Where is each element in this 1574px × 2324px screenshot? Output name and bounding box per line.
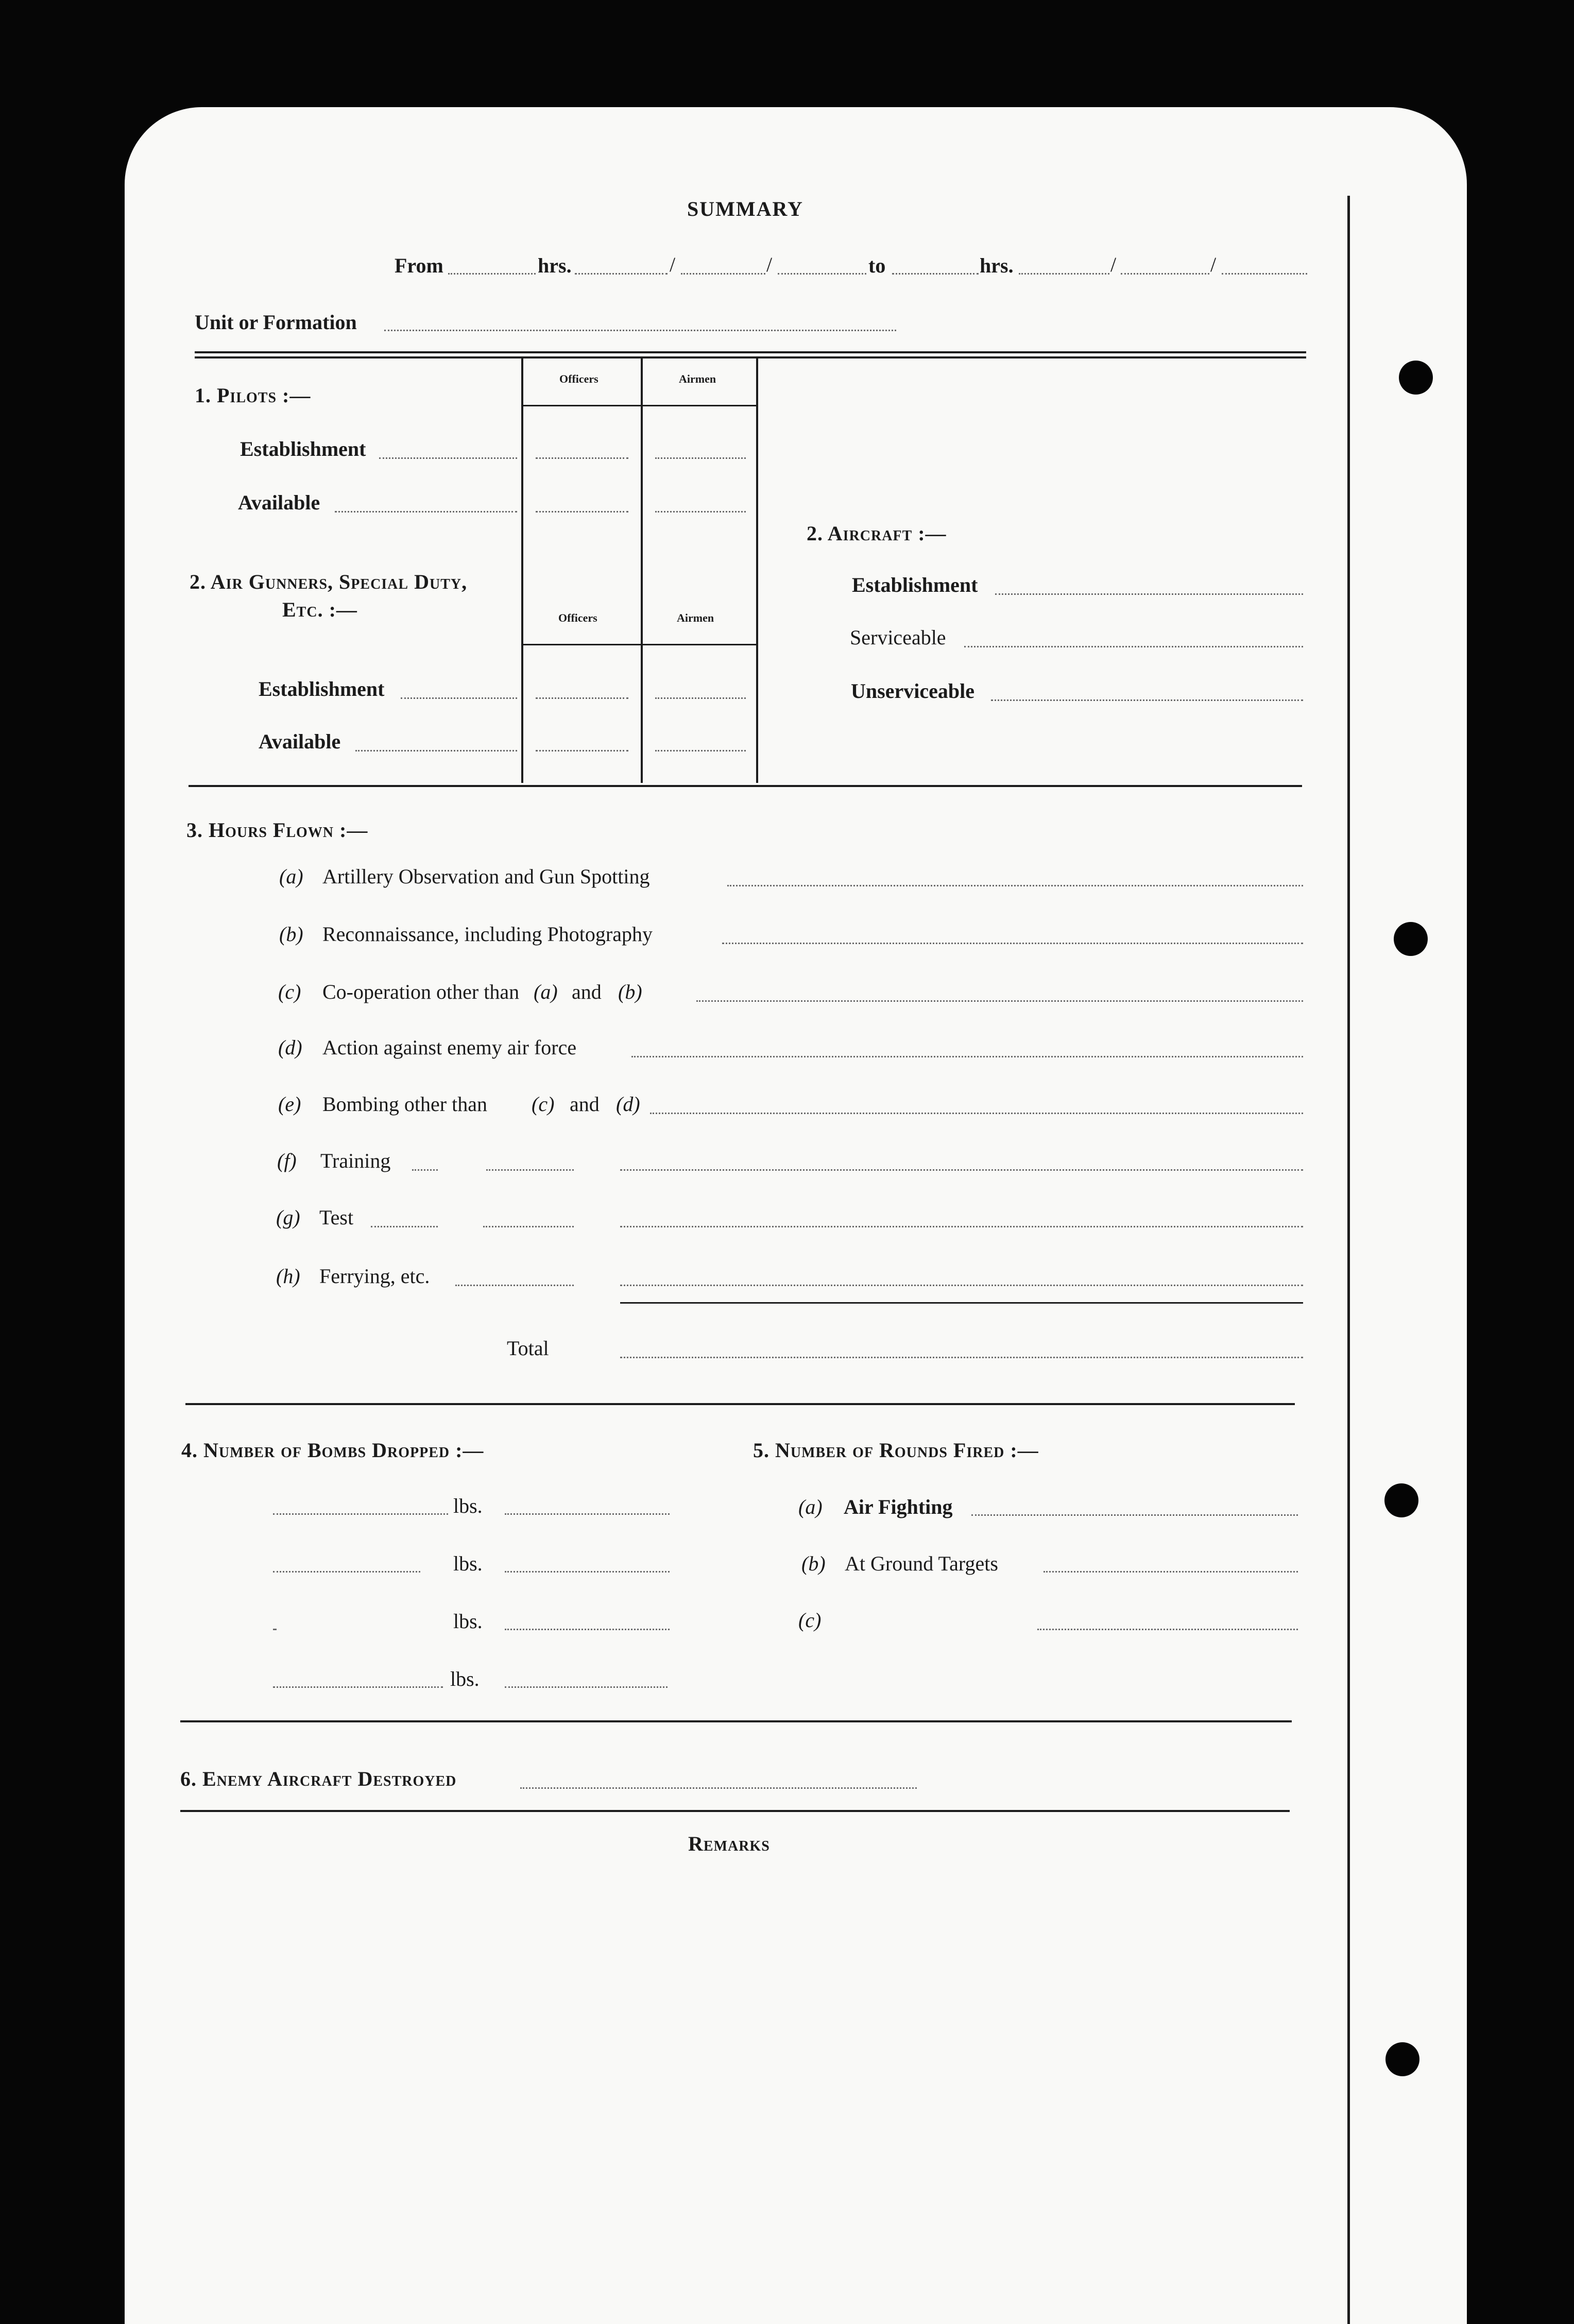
bombs-unit: lbs.: [453, 1610, 483, 1633]
hours-cooperation-field[interactable]: [696, 1000, 1303, 1002]
bombs-count-field[interactable]: [273, 1513, 448, 1515]
air-gunners-heading-cont: Etc. :—: [282, 598, 357, 621]
air-gunners-heading: 2. Air Gunners, Special Duty,: [190, 570, 468, 593]
to-year-field[interactable]: [1222, 273, 1307, 275]
bombs-unit: lbs.: [450, 1667, 480, 1690]
aircraft-establishment-field[interactable]: [995, 593, 1303, 595]
hours-item-ref: (a): [534, 980, 558, 1003]
hours-action-field[interactable]: [631, 1056, 1303, 1057]
pilots-available-officers[interactable]: [536, 511, 628, 512]
officers-header: Officers: [558, 611, 597, 624]
gunners-available-leader: [355, 750, 517, 751]
double-rule: [195, 351, 1306, 353]
from-label: From: [395, 254, 443, 277]
table-vline: [641, 358, 643, 783]
total-rule: [620, 1302, 1303, 1304]
hours-item-letter: (d): [278, 1036, 302, 1059]
gunners-establishment-label: Establishment: [259, 677, 385, 700]
hours-training-aux[interactable]: [486, 1169, 574, 1171]
section-rule: [185, 1403, 1295, 1405]
punch-hole: [1399, 361, 1433, 395]
hours-training-field[interactable]: [620, 1169, 1303, 1171]
pilots-establishment-leader: [379, 457, 517, 459]
section-rule: [180, 1720, 1292, 1722]
punch-hole: [1385, 2042, 1419, 2076]
hours-training-leader: [412, 1169, 438, 1171]
unit-field[interactable]: [384, 330, 896, 331]
date-slash: /: [1110, 253, 1117, 276]
bombs-unit: lbs.: [453, 1494, 483, 1517]
hours-item-ref: (c): [532, 1092, 555, 1116]
hours-item-ref: (d): [616, 1092, 640, 1116]
hrs-label: hrs.: [980, 254, 1014, 277]
table-header-rule: [522, 644, 757, 645]
rounds-heading: 5. Number of Rounds Fired :—: [753, 1439, 1039, 1462]
bombs-weight-field[interactable]: [505, 1686, 668, 1688]
gunners-available-officers[interactable]: [536, 750, 628, 751]
rounds-ground-targets-field[interactable]: [1043, 1571, 1298, 1573]
from-month-field[interactable]: [681, 273, 765, 275]
from-day-field[interactable]: [575, 273, 668, 275]
pilots-establishment-airmen[interactable]: [655, 457, 746, 459]
margin-rule: [1347, 196, 1350, 2324]
officers-header: Officers: [559, 372, 598, 385]
aircraft-establishment-label: Establishment: [852, 573, 978, 596]
bombs-unit: lbs.: [453, 1552, 483, 1575]
page-title: SUMMARY: [687, 197, 803, 220]
pilots-establishment-label: Establishment: [240, 437, 366, 460]
gunners-establishment-officers[interactable]: [536, 697, 628, 699]
rounds-item-letter: (c): [798, 1609, 822, 1632]
hours-total-label: Total: [507, 1337, 549, 1360]
date-slash: /: [766, 253, 773, 276]
hours-item-letter: (b): [279, 922, 303, 946]
hours-item-label: Artillery Observation and Gun Spotting: [322, 865, 650, 888]
hours-test-leader: [371, 1226, 438, 1227]
bombs-count-field[interactable]: [273, 1629, 276, 1630]
hours-item-letter: (f): [277, 1149, 297, 1172]
hours-item-label: Bombing other than: [322, 1092, 487, 1116]
bombs-heading: 4. Number of Bombs Dropped :—: [181, 1439, 484, 1462]
hours-item-mid: and: [570, 1092, 600, 1116]
table-header-rule: [522, 405, 757, 406]
hours-item-letter: (e): [278, 1092, 301, 1116]
rounds-air-fighting-field[interactable]: [971, 1514, 1298, 1516]
bombs-weight-field[interactable]: [505, 1629, 670, 1630]
hours-item-label: Test: [319, 1206, 354, 1229]
hours-item-letter: (c): [278, 980, 301, 1003]
gunners-available-airmen[interactable]: [655, 750, 746, 751]
rounds-item-letter: (b): [801, 1552, 826, 1575]
table-vline: [521, 358, 523, 783]
hours-item-letter: (g): [276, 1206, 300, 1229]
aircraft-unserviceable-field[interactable]: [991, 699, 1303, 701]
rounds-other-field[interactable]: [1037, 1629, 1298, 1630]
aircraft-serviceable-label: Serviceable: [850, 626, 946, 649]
bombs-weight-field[interactable]: [505, 1571, 670, 1573]
date-slash: /: [670, 253, 676, 276]
hours-artillery-field[interactable]: [727, 885, 1303, 886]
hours-item-label: Training: [320, 1149, 391, 1172]
hours-total-field[interactable]: [620, 1357, 1303, 1358]
hours-item-letter: (h): [276, 1264, 300, 1288]
hours-item-mid: and: [572, 980, 602, 1003]
from-year-field[interactable]: [778, 273, 866, 275]
hrs-label: hrs.: [538, 254, 572, 277]
aircraft-heading: 2. Aircraft :—: [807, 522, 947, 545]
gunners-establishment-leader: [401, 697, 517, 699]
to-label: to: [868, 254, 886, 277]
rounds-item-label: At Ground Targets: [845, 1552, 998, 1575]
pilots-available-label: Available: [238, 491, 320, 514]
hours-reconnaissance-field[interactable]: [722, 943, 1303, 944]
hours-item-label: Ferrying, etc.: [319, 1264, 430, 1288]
enemy-aircraft-field[interactable]: [520, 1787, 917, 1789]
table-vline: [756, 358, 758, 783]
hours-item-label: Reconnaissance, including Photography: [322, 922, 653, 946]
aircraft-serviceable-field[interactable]: [964, 646, 1303, 647]
gunners-establishment-airmen[interactable]: [655, 697, 746, 699]
date-slash: /: [1210, 253, 1217, 276]
hours-bombing-field[interactable]: [650, 1113, 1303, 1114]
bombs-count-field[interactable]: [273, 1571, 420, 1573]
hours-ferrying-field[interactable]: [620, 1285, 1303, 1286]
hours-item-label: Action against enemy air force: [322, 1036, 577, 1059]
bombs-count-field[interactable]: [273, 1686, 443, 1688]
pilots-establishment-officers[interactable]: [536, 457, 628, 459]
hours-flown-heading: 3. Hours Flown :—: [186, 818, 368, 842]
pilots-heading: 1. Pilots :—: [195, 384, 311, 407]
double-rule: [195, 356, 1306, 358]
aircraft-unserviceable-label: Unserviceable: [851, 679, 974, 703]
pilots-available-airmen[interactable]: [655, 511, 746, 512]
remarks-heading: Remarks: [688, 1832, 770, 1855]
rounds-item-label: Air Fighting: [844, 1495, 953, 1518]
to-day-field[interactable]: [1019, 273, 1109, 275]
section-rule: [189, 785, 1302, 787]
hours-test-field[interactable]: [620, 1226, 1303, 1227]
remarks-area[interactable]: [185, 1875, 1293, 2297]
hours-item-ref: (b): [618, 980, 642, 1003]
pilots-available-leader: [335, 511, 517, 512]
to-hour-field[interactable]: [892, 273, 979, 275]
rounds-item-letter: (a): [798, 1495, 823, 1518]
airmen-header: Airmen: [679, 372, 716, 385]
gunners-available-label: Available: [259, 730, 341, 753]
hours-item-letter: (a): [279, 865, 303, 888]
from-hour-field[interactable]: [448, 273, 536, 275]
hours-test-aux[interactable]: [483, 1226, 574, 1227]
hours-ferrying-leader: [455, 1285, 574, 1286]
unit-label: Unit or Formation: [195, 311, 357, 334]
punch-hole: [1384, 1483, 1418, 1517]
section-rule: [180, 1810, 1290, 1812]
enemy-aircraft-label: 6. Enemy Aircraft Destroyed: [180, 1767, 457, 1790]
bombs-weight-field[interactable]: [505, 1513, 670, 1515]
airmen-header: Airmen: [677, 611, 714, 624]
hours-item-label: Co-operation other than: [322, 980, 520, 1003]
to-month-field[interactable]: [1121, 273, 1209, 275]
punch-hole: [1394, 922, 1428, 956]
